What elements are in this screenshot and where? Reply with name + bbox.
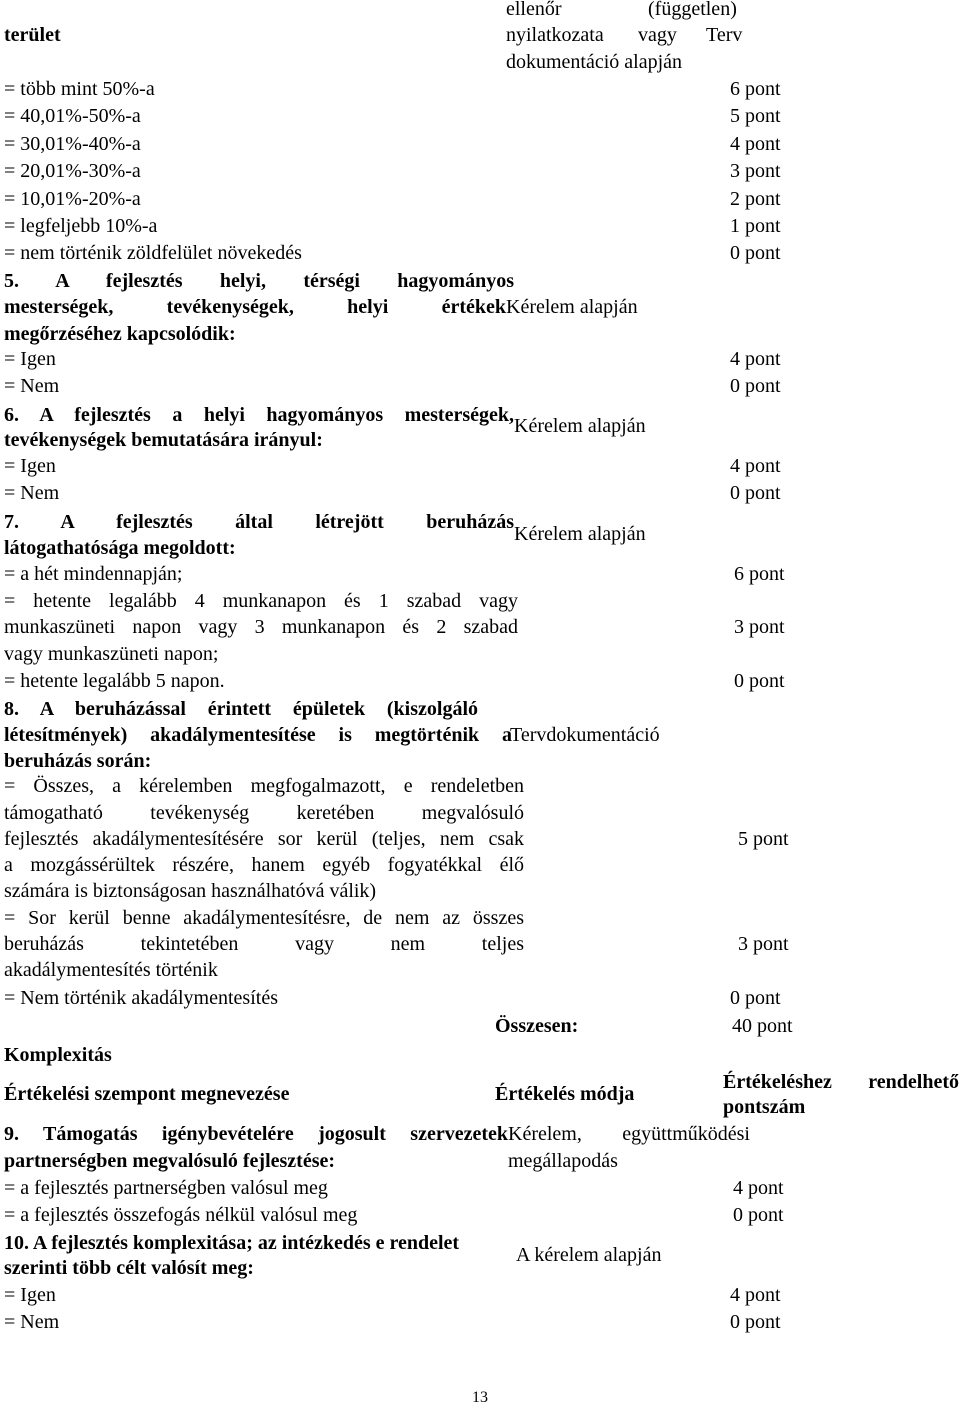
option-label: = hetente legalább 5 napon.	[4, 670, 225, 692]
method-header-word: nyilatkozata	[506, 24, 604, 46]
points-value: 3 pont	[730, 160, 781, 182]
points-value: 6 pont	[730, 78, 781, 100]
method-header-word: (független)	[648, 0, 737, 20]
option-label: = Nem	[4, 482, 60, 504]
method-header-word: vagy	[638, 24, 677, 46]
evaluation-method: Kérelem alapján	[514, 523, 646, 545]
option-label-line: számára is biztonságosan használhatóvá válik)	[4, 880, 377, 902]
criterion-title-line: 10. A fejlesztés komplexitása; az intézkedés e rendelet	[4, 1232, 460, 1254]
option-label-line: akadálymentesítés történik	[4, 959, 218, 981]
points-value: 5 pont	[730, 105, 781, 127]
option-label-line: = hetente legalább 4 munkanapon és 1 szabad vagy	[4, 590, 518, 612]
option-label: = Nem	[4, 1311, 60, 1333]
option-label-line: munkaszüneti napon vagy 3 munkanapon és 2 szabad	[4, 616, 518, 638]
method-header-word: Terv	[706, 24, 743, 46]
option-label: = a hét mindennapján;	[4, 563, 183, 585]
points-value: 3 pont	[734, 616, 785, 638]
option-label-line: a mozgássérültek részére, hanem egyéb fogyatékkal élő	[4, 854, 524, 876]
option-label: = Igen	[4, 455, 56, 477]
option-label: = Igen	[4, 348, 56, 370]
points-value: 0 pont	[734, 670, 785, 692]
column-header-criterion: Értékelési szempont megnevezése	[4, 1083, 290, 1105]
criterion-title-line: beruházás során:	[4, 750, 152, 772]
criterion-title-line: 8. A beruházással érintett épületek (kiszolgáló	[4, 698, 478, 720]
criterion-title-line: 9. Támogatás igénybevételére jogosult szervezetek	[4, 1123, 508, 1145]
evaluation-method: Kérelem alapján	[506, 296, 638, 318]
criterion-title-line: tevékenységek bemutatására irányul:	[4, 429, 323, 451]
points-value: 0 pont	[730, 375, 781, 397]
points-value: 0 pont	[730, 482, 781, 504]
column-header-method: Értékelés módja	[495, 1083, 635, 1105]
method-header-word: ellenőr	[506, 0, 562, 20]
points-value: 0 pont	[730, 242, 781, 264]
option-label: = 30,01%-40%-a	[4, 133, 141, 155]
page-number: 13	[472, 1389, 488, 1406]
option-label-line: = Sor kerül benne akadálymentesítésre, de nem az összes	[4, 907, 524, 929]
option-label: = 40,01%-50%-a	[4, 105, 141, 127]
points-value: 4 pont	[733, 1177, 784, 1199]
option-label: = Nem történik akadálymentesítés	[4, 987, 278, 1009]
criterion-title-line: szerinti több célt valósít meg:	[4, 1257, 254, 1279]
evaluation-method: Tervdokumentáció	[510, 724, 660, 746]
option-label-line: vagy munkaszüneti napon;	[4, 643, 219, 665]
points-value: 0 pont	[733, 1204, 784, 1226]
points-value: 4 pont	[730, 133, 781, 155]
criterion-title-line: 5. A fejlesztés helyi, térségi hagyományos	[4, 270, 514, 292]
option-label: = több mint 50%-a	[4, 78, 155, 100]
evaluation-method: Kérelem, együttműködési	[508, 1123, 750, 1145]
option-label: = Nem	[4, 375, 60, 397]
evaluation-method: Kérelem alapján	[514, 415, 646, 437]
criterion-title-line: mesterségek, tevékenységek, helyi értékek	[4, 296, 506, 318]
points-value: 3 pont	[738, 933, 789, 955]
points-value: 5 pont	[738, 828, 789, 850]
column-header-points: Értékeléshez rendelhető	[723, 1071, 959, 1093]
option-label: = 20,01%-30%-a	[4, 160, 141, 182]
criterion-title-line: létesítmények) akadálymentesítése is megtörténik a	[4, 724, 512, 746]
points-value: 0 pont	[730, 987, 781, 1009]
option-label-line: = Összes, a kérelemben megfogalmazott, e rendeletben	[4, 775, 524, 797]
points-value: 1 pont	[730, 215, 781, 237]
total-label: Összesen:	[495, 1015, 579, 1037]
option-label: = 10,01%-20%-a	[4, 188, 141, 210]
criterion-title-line: látogathatósága megoldott:	[4, 537, 236, 559]
criterion-title-line: partnerségben megvalósuló fejlesztése:	[4, 1150, 336, 1172]
section-title: Komplexitás	[4, 1044, 112, 1066]
area-header-label: terület	[4, 24, 61, 46]
option-label: = a fejlesztés összefogás nélkül valósul meg	[4, 1204, 358, 1226]
points-value: 4 pont	[730, 455, 781, 477]
total-value: 40 pont	[732, 1015, 793, 1037]
points-value: 4 pont	[730, 1284, 781, 1306]
criterion-title-line: megőrzéséhez kapcsolódik:	[4, 323, 236, 345]
option-label: = nem történik zöldfelület növekedés	[4, 242, 302, 264]
points-value: 4 pont	[730, 348, 781, 370]
option-label-line: támogatható tevékenység keretében megvalósuló	[4, 802, 524, 824]
option-label: = Igen	[4, 1284, 56, 1306]
criterion-title-line: 6. A fejlesztés a helyi hagyományos mesterségek,	[4, 404, 514, 426]
criterion-title-line: 7. A fejlesztés által létrejött beruházás	[4, 511, 514, 533]
option-label-line: beruházás tekintetében vagy nem teljes	[4, 933, 524, 955]
method-header-line: dokumentáció alapján	[506, 51, 683, 73]
option-label: = legfeljebb 10%-a	[4, 215, 158, 237]
column-header-points: pontszám	[723, 1096, 806, 1118]
points-value: 6 pont	[734, 563, 785, 585]
evaluation-method: megállapodás	[508, 1150, 618, 1172]
evaluation-method: A kérelem alapján	[516, 1244, 662, 1266]
option-label: = a fejlesztés partnerségben valósul meg	[4, 1177, 328, 1199]
points-value: 2 pont	[730, 188, 781, 210]
option-label-line: fejlesztés akadálymentesítésére sor kerül (teljes, nem csak	[4, 828, 524, 850]
points-value: 0 pont	[730, 1311, 781, 1333]
